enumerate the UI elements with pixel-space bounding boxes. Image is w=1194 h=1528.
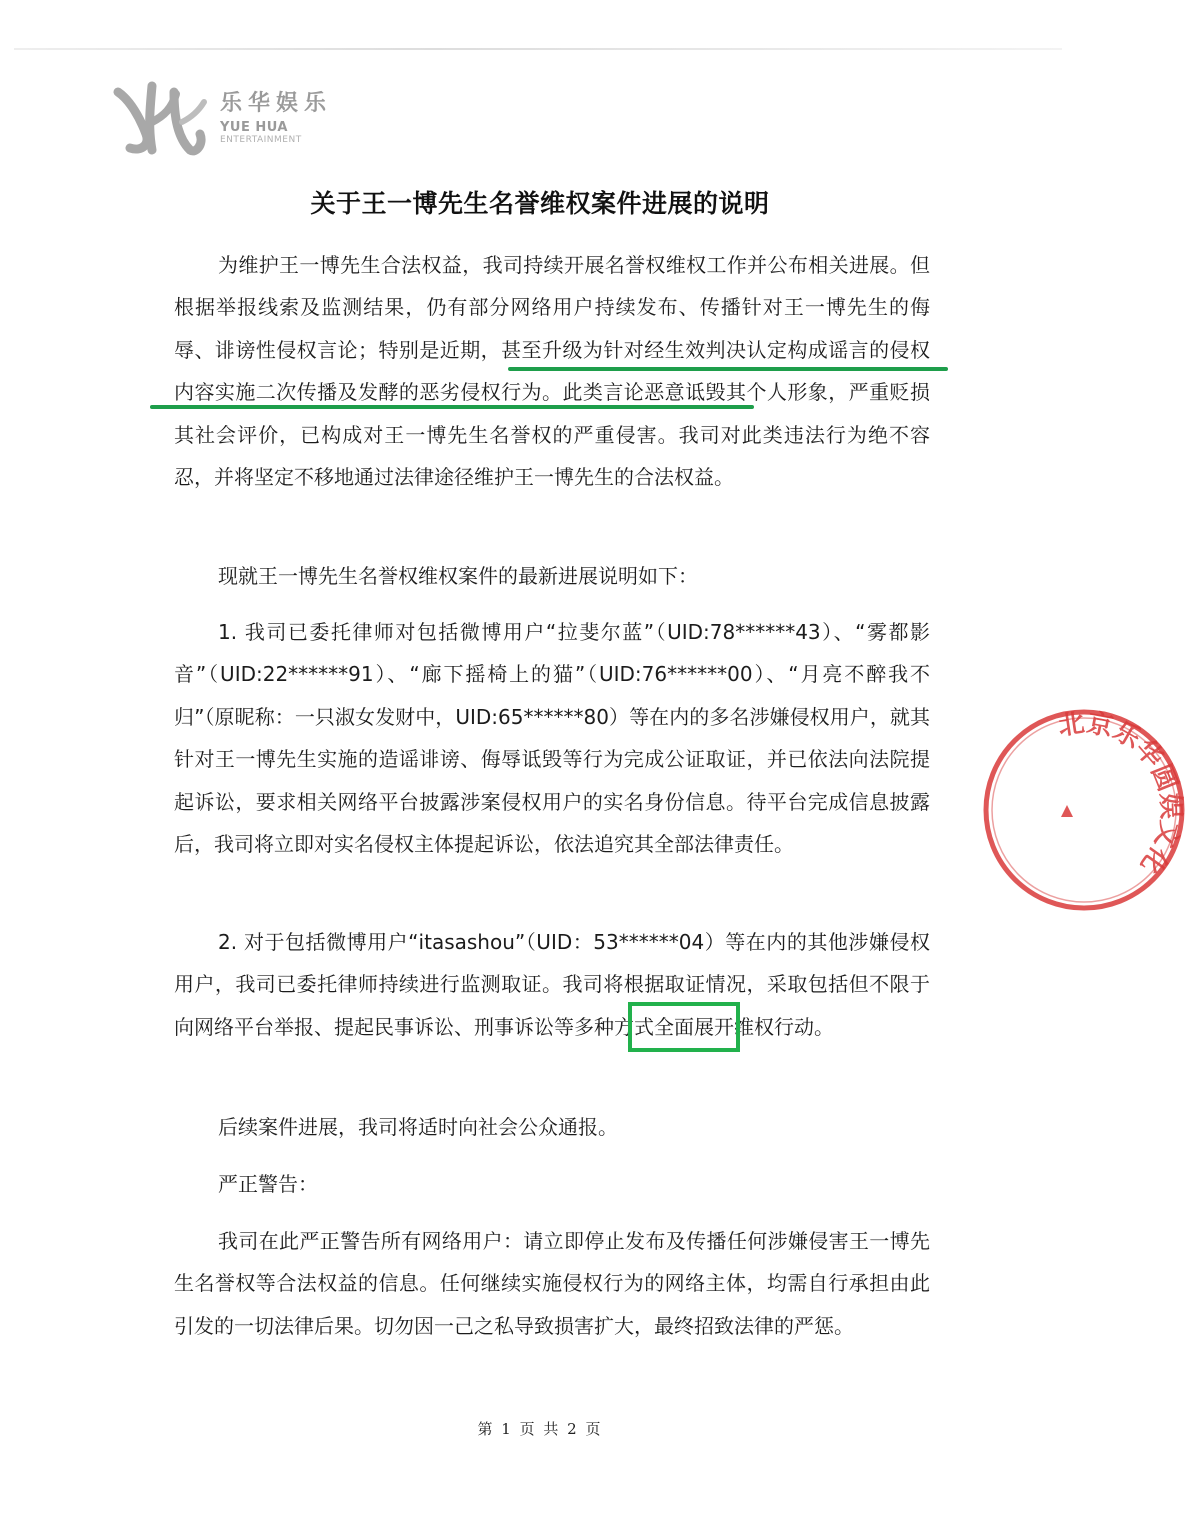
highlight-underline-2 xyxy=(150,405,754,409)
paragraph-item-2 xyxy=(174,921,930,1048)
paragraph-followup: 后续案件进展，我司将适时向社会公众通报。 xyxy=(218,1115,618,1139)
document-title: 关于王一博先生名誉维权案件进展的说明 xyxy=(310,189,770,218)
company-seal xyxy=(960,700,1186,920)
intro-text-2: 。此类言论恶意诋毁其个人形象，严重贬损其社会评价，已构成对王一博先生名誉权的严重侵害。我司对此类违法行为绝不容忍，并将坚定不移地通过法律途径维护王一博先生的合法权益。 xyxy=(174,380,930,490)
intro-text-1: 为维护王一博先生合法权益，我司持续开展名誉权维权工作并公布相关进展。但根据举报线索及监测结果，仍有部分网络用户持续发布、传播针对王一博先生的侮辱、诽谤性侵权言论； xyxy=(174,253,930,362)
highlight-underline-1 xyxy=(508,367,948,371)
item2-text-1: 2. 对于包括微博用户“itasashou”（UID：53******04）等在内的其他涉嫌侵权用户，我司已委托律师持续进行监测取证。我司将根据取证情况，采取包括但不限于向网络平台举报、提起民事诉讼、 xyxy=(174,930,930,1039)
logo-english-subtitle: ENTERTAINMENT xyxy=(220,135,302,145)
svg-text:北京乐华圆娱文化 xyxy=(1056,707,1186,879)
intro-highlighted-text: 特别是近期，甚至升级为针对经生效判决认定构成谣言的侵权内容实施二次传播及发酵的恶劣侵权行为 xyxy=(174,337,930,405)
page-number: 第 1 页 共 2 页 xyxy=(477,1420,603,1438)
item2-text-2: 等多种方式全面展开维权行动。 xyxy=(554,1014,834,1039)
paragraph-item-1: 1. 我司已委托律师对包括微博用户“拉斐尔蓝”（UID:78******43）、“雾都影音”（UID:22******91）、“廊下摇椅上的猫”（UID:76******00）、“月亮不醉我不归”（原昵称：一只淑女发财中，UID:65******80）等在内的多名涉嫌侵权用户，就其针对王一博先生实施的造谣诽谤、侮辱诋毁等行为完成公证取证，并已依法向法院提起诉讼，要求相关网络平台披露涉案侵权用户的实名身份信息。待平台完成信息披露后，我司将立即对实名侵权主体提起诉讼，依法追究其全部法律责任。 xyxy=(174,620,930,857)
highlight-box xyxy=(628,1002,740,1052)
company-logo xyxy=(112,78,352,162)
paragraph-intro xyxy=(174,244,930,498)
yuehua-logo-icon xyxy=(112,78,212,162)
seal-text: 北京乐华圆娱文化 xyxy=(1056,708,1186,880)
logo-english-name: YUE HUA xyxy=(220,120,288,135)
logo-chinese-name: 乐华娱乐 xyxy=(220,91,333,116)
paragraph-progress-intro: 现就王一博先生名誉权维权案件的最新进展说明如下： xyxy=(218,564,698,588)
item2-boxed-text: 刑事诉讼 xyxy=(474,1014,554,1039)
red-seal-icon xyxy=(974,700,1194,920)
paragraph-warning: 我司在此严正警告所有网络用户：请立即停止发布及传播任何涉嫌侵害王一博先生名誉权等合法权益的信息。任何继续实施侵权行为的网络主体，均需自行承担由此引发的一切法律后果。切勿因一己之私导致损害扩大，最终招致法律的严惩。 xyxy=(174,1229,930,1338)
warning-heading: 严正警告： xyxy=(218,1172,318,1196)
top-rule xyxy=(14,48,1062,50)
